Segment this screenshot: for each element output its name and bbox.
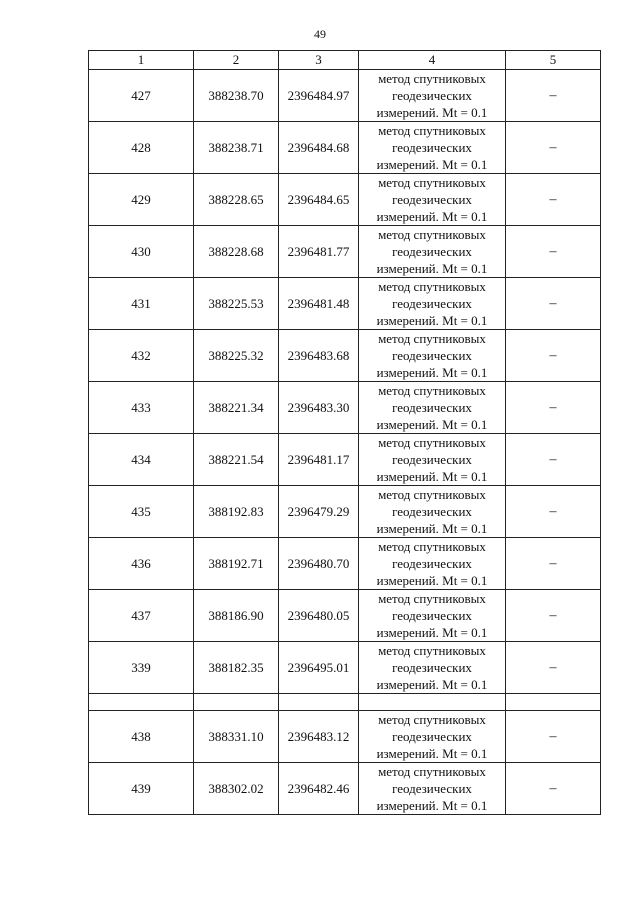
table-row <box>89 763 601 815</box>
x-coordinate-cell: 388192.71 <box>194 538 279 590</box>
x-coordinate-cell: 388238.71 <box>194 122 279 174</box>
point-number-cell: 433 <box>89 382 194 434</box>
y-coordinate-cell: 2396479.29 <box>279 486 359 538</box>
method-line: измерений. Mt = 0.1 <box>376 798 488 813</box>
y-coordinate-cell: 2396481.48 <box>279 278 359 330</box>
x-coordinate-cell: 388228.65 <box>194 174 279 226</box>
x-coordinate-cell: 388228.68 <box>194 226 279 278</box>
empty-spacer-row <box>89 694 601 711</box>
method-line: метод спутниковых <box>378 643 486 658</box>
table-row <box>89 226 601 278</box>
point-number-cell: 435 <box>89 486 194 538</box>
point-number-cell: 427 <box>89 70 194 122</box>
method-line: геодезических <box>392 296 472 311</box>
method-line: метод спутниковых <box>378 487 486 502</box>
method-line: геодезических <box>392 192 472 207</box>
x-coordinate-cell: 388225.32 <box>194 330 279 382</box>
y-coordinate-cell: 2396484.65 <box>279 174 359 226</box>
method-line: геодезических <box>392 452 472 467</box>
method-cell <box>359 278 506 330</box>
y-coordinate-cell: 2396483.30 <box>279 382 359 434</box>
note-cell: – <box>506 70 601 122</box>
table-row <box>89 642 601 694</box>
method-line: метод спутниковых <box>378 227 486 242</box>
y-coordinate-cell: 2396483.12 <box>279 711 359 763</box>
note-cell: – <box>506 382 601 434</box>
method-cell <box>359 70 506 122</box>
method-cell <box>359 122 506 174</box>
table-row <box>89 486 601 538</box>
note-cell: – <box>506 122 601 174</box>
x-coordinate-cell: 388238.70 <box>194 70 279 122</box>
note-cell: – <box>506 711 601 763</box>
y-coordinate-cell: 2396480.70 <box>279 538 359 590</box>
table-row <box>89 278 601 330</box>
note-cell: – <box>506 434 601 486</box>
method-cell <box>359 382 506 434</box>
note-cell: – <box>506 538 601 590</box>
method-line: метод спутниковых <box>378 71 486 86</box>
coordinates-table <box>88 50 601 815</box>
empty-cell <box>359 694 506 711</box>
point-number-cell: 339 <box>89 642 194 694</box>
empty-cell <box>506 694 601 711</box>
method-line: геодезических <box>392 400 472 415</box>
method-line: геодезических <box>392 244 472 259</box>
x-coordinate-cell: 388221.34 <box>194 382 279 434</box>
method-cell <box>359 711 506 763</box>
method-cell <box>359 434 506 486</box>
method-cell <box>359 763 506 815</box>
method-line: измерений. Mt = 0.1 <box>376 105 488 120</box>
method-line: измерений. Mt = 0.1 <box>376 261 488 276</box>
point-number-cell: 428 <box>89 122 194 174</box>
method-line: измерений. Mt = 0.1 <box>376 625 488 640</box>
method-line: измерений. Mt = 0.1 <box>376 365 488 380</box>
header-cell-5: 5 <box>506 51 601 70</box>
table-row <box>89 590 601 642</box>
method-line: геодезических <box>392 556 472 571</box>
table-row <box>89 711 601 763</box>
method-line: измерений. Mt = 0.1 <box>376 417 488 432</box>
x-coordinate-cell: 388331.10 <box>194 711 279 763</box>
header-cell-4: 4 <box>359 51 506 70</box>
method-line: измерений. Mt = 0.1 <box>376 746 488 761</box>
method-line: метод спутниковых <box>378 712 486 727</box>
method-line: геодезических <box>392 729 472 744</box>
table-row <box>89 382 601 434</box>
table-row <box>89 330 601 382</box>
method-line: геодезических <box>392 660 472 675</box>
point-number-cell: 437 <box>89 590 194 642</box>
empty-cell <box>279 694 359 711</box>
note-cell: – <box>506 763 601 815</box>
header-cell-2: 2 <box>194 51 279 70</box>
note-cell: – <box>506 486 601 538</box>
note-cell: – <box>506 226 601 278</box>
method-cell <box>359 642 506 694</box>
y-coordinate-cell: 2396480.05 <box>279 590 359 642</box>
method-line: измерений. Mt = 0.1 <box>376 573 488 588</box>
method-line: метод спутниковых <box>378 279 486 294</box>
point-number-cell: 434 <box>89 434 194 486</box>
method-line: измерений. Mt = 0.1 <box>376 209 488 224</box>
coordinates-table-body <box>89 51 601 815</box>
y-coordinate-cell: 2396482.46 <box>279 763 359 815</box>
header-cell-3: 3 <box>279 51 359 70</box>
table-row <box>89 538 601 590</box>
method-line: геодезических <box>392 88 472 103</box>
y-coordinate-cell: 2396481.77 <box>279 226 359 278</box>
note-cell: – <box>506 590 601 642</box>
method-line: геодезических <box>392 348 472 363</box>
method-cell <box>359 590 506 642</box>
y-coordinate-cell: 2396483.68 <box>279 330 359 382</box>
table-row <box>89 70 601 122</box>
method-line: измерений. Mt = 0.1 <box>376 677 488 692</box>
method-line: измерений. Mt = 0.1 <box>376 313 488 328</box>
table-row <box>89 174 601 226</box>
empty-cell <box>89 694 194 711</box>
method-cell <box>359 538 506 590</box>
method-line: метод спутниковых <box>378 764 486 779</box>
method-line: измерений. Mt = 0.1 <box>376 521 488 536</box>
table-row <box>89 434 601 486</box>
y-coordinate-cell: 2396484.68 <box>279 122 359 174</box>
method-cell <box>359 486 506 538</box>
method-line: метод спутниковых <box>378 331 486 346</box>
method-line: измерений. Mt = 0.1 <box>376 469 488 484</box>
point-number-cell: 430 <box>89 226 194 278</box>
x-coordinate-cell: 388186.90 <box>194 590 279 642</box>
method-line: метод спутниковых <box>378 539 486 554</box>
note-cell: – <box>506 174 601 226</box>
x-coordinate-cell: 388302.02 <box>194 763 279 815</box>
point-number-cell: 431 <box>89 278 194 330</box>
y-coordinate-cell: 2396484.97 <box>279 70 359 122</box>
method-line: геодезических <box>392 140 472 155</box>
x-coordinate-cell: 388192.83 <box>194 486 279 538</box>
note-cell: – <box>506 642 601 694</box>
method-line: метод спутниковых <box>378 123 486 138</box>
method-cell <box>359 226 506 278</box>
note-cell: – <box>506 330 601 382</box>
method-line: метод спутниковых <box>378 435 486 450</box>
point-number-cell: 438 <box>89 711 194 763</box>
method-line: геодезических <box>392 608 472 623</box>
x-coordinate-cell: 388225.53 <box>194 278 279 330</box>
point-number-cell: 429 <box>89 174 194 226</box>
empty-cell <box>194 694 279 711</box>
method-line: измерений. Mt = 0.1 <box>376 157 488 172</box>
point-number-cell: 432 <box>89 330 194 382</box>
table-row <box>89 122 601 174</box>
y-coordinate-cell: 2396495.01 <box>279 642 359 694</box>
method-line: геодезических <box>392 781 472 796</box>
method-line: метод спутниковых <box>378 591 486 606</box>
method-line: геодезических <box>392 504 472 519</box>
method-line: метод спутниковых <box>378 383 486 398</box>
method-cell <box>359 174 506 226</box>
method-line: метод спутниковых <box>378 175 486 190</box>
page-number: 49 <box>314 27 326 41</box>
method-cell <box>359 330 506 382</box>
x-coordinate-cell: 388221.54 <box>194 434 279 486</box>
y-coordinate-cell: 2396481.17 <box>279 434 359 486</box>
x-coordinate-cell: 388182.35 <box>194 642 279 694</box>
header-cell-1: 1 <box>89 51 194 70</box>
note-cell: – <box>506 278 601 330</box>
point-number-cell: 436 <box>89 538 194 590</box>
point-number-cell: 439 <box>89 763 194 815</box>
table-header-row <box>89 51 601 70</box>
